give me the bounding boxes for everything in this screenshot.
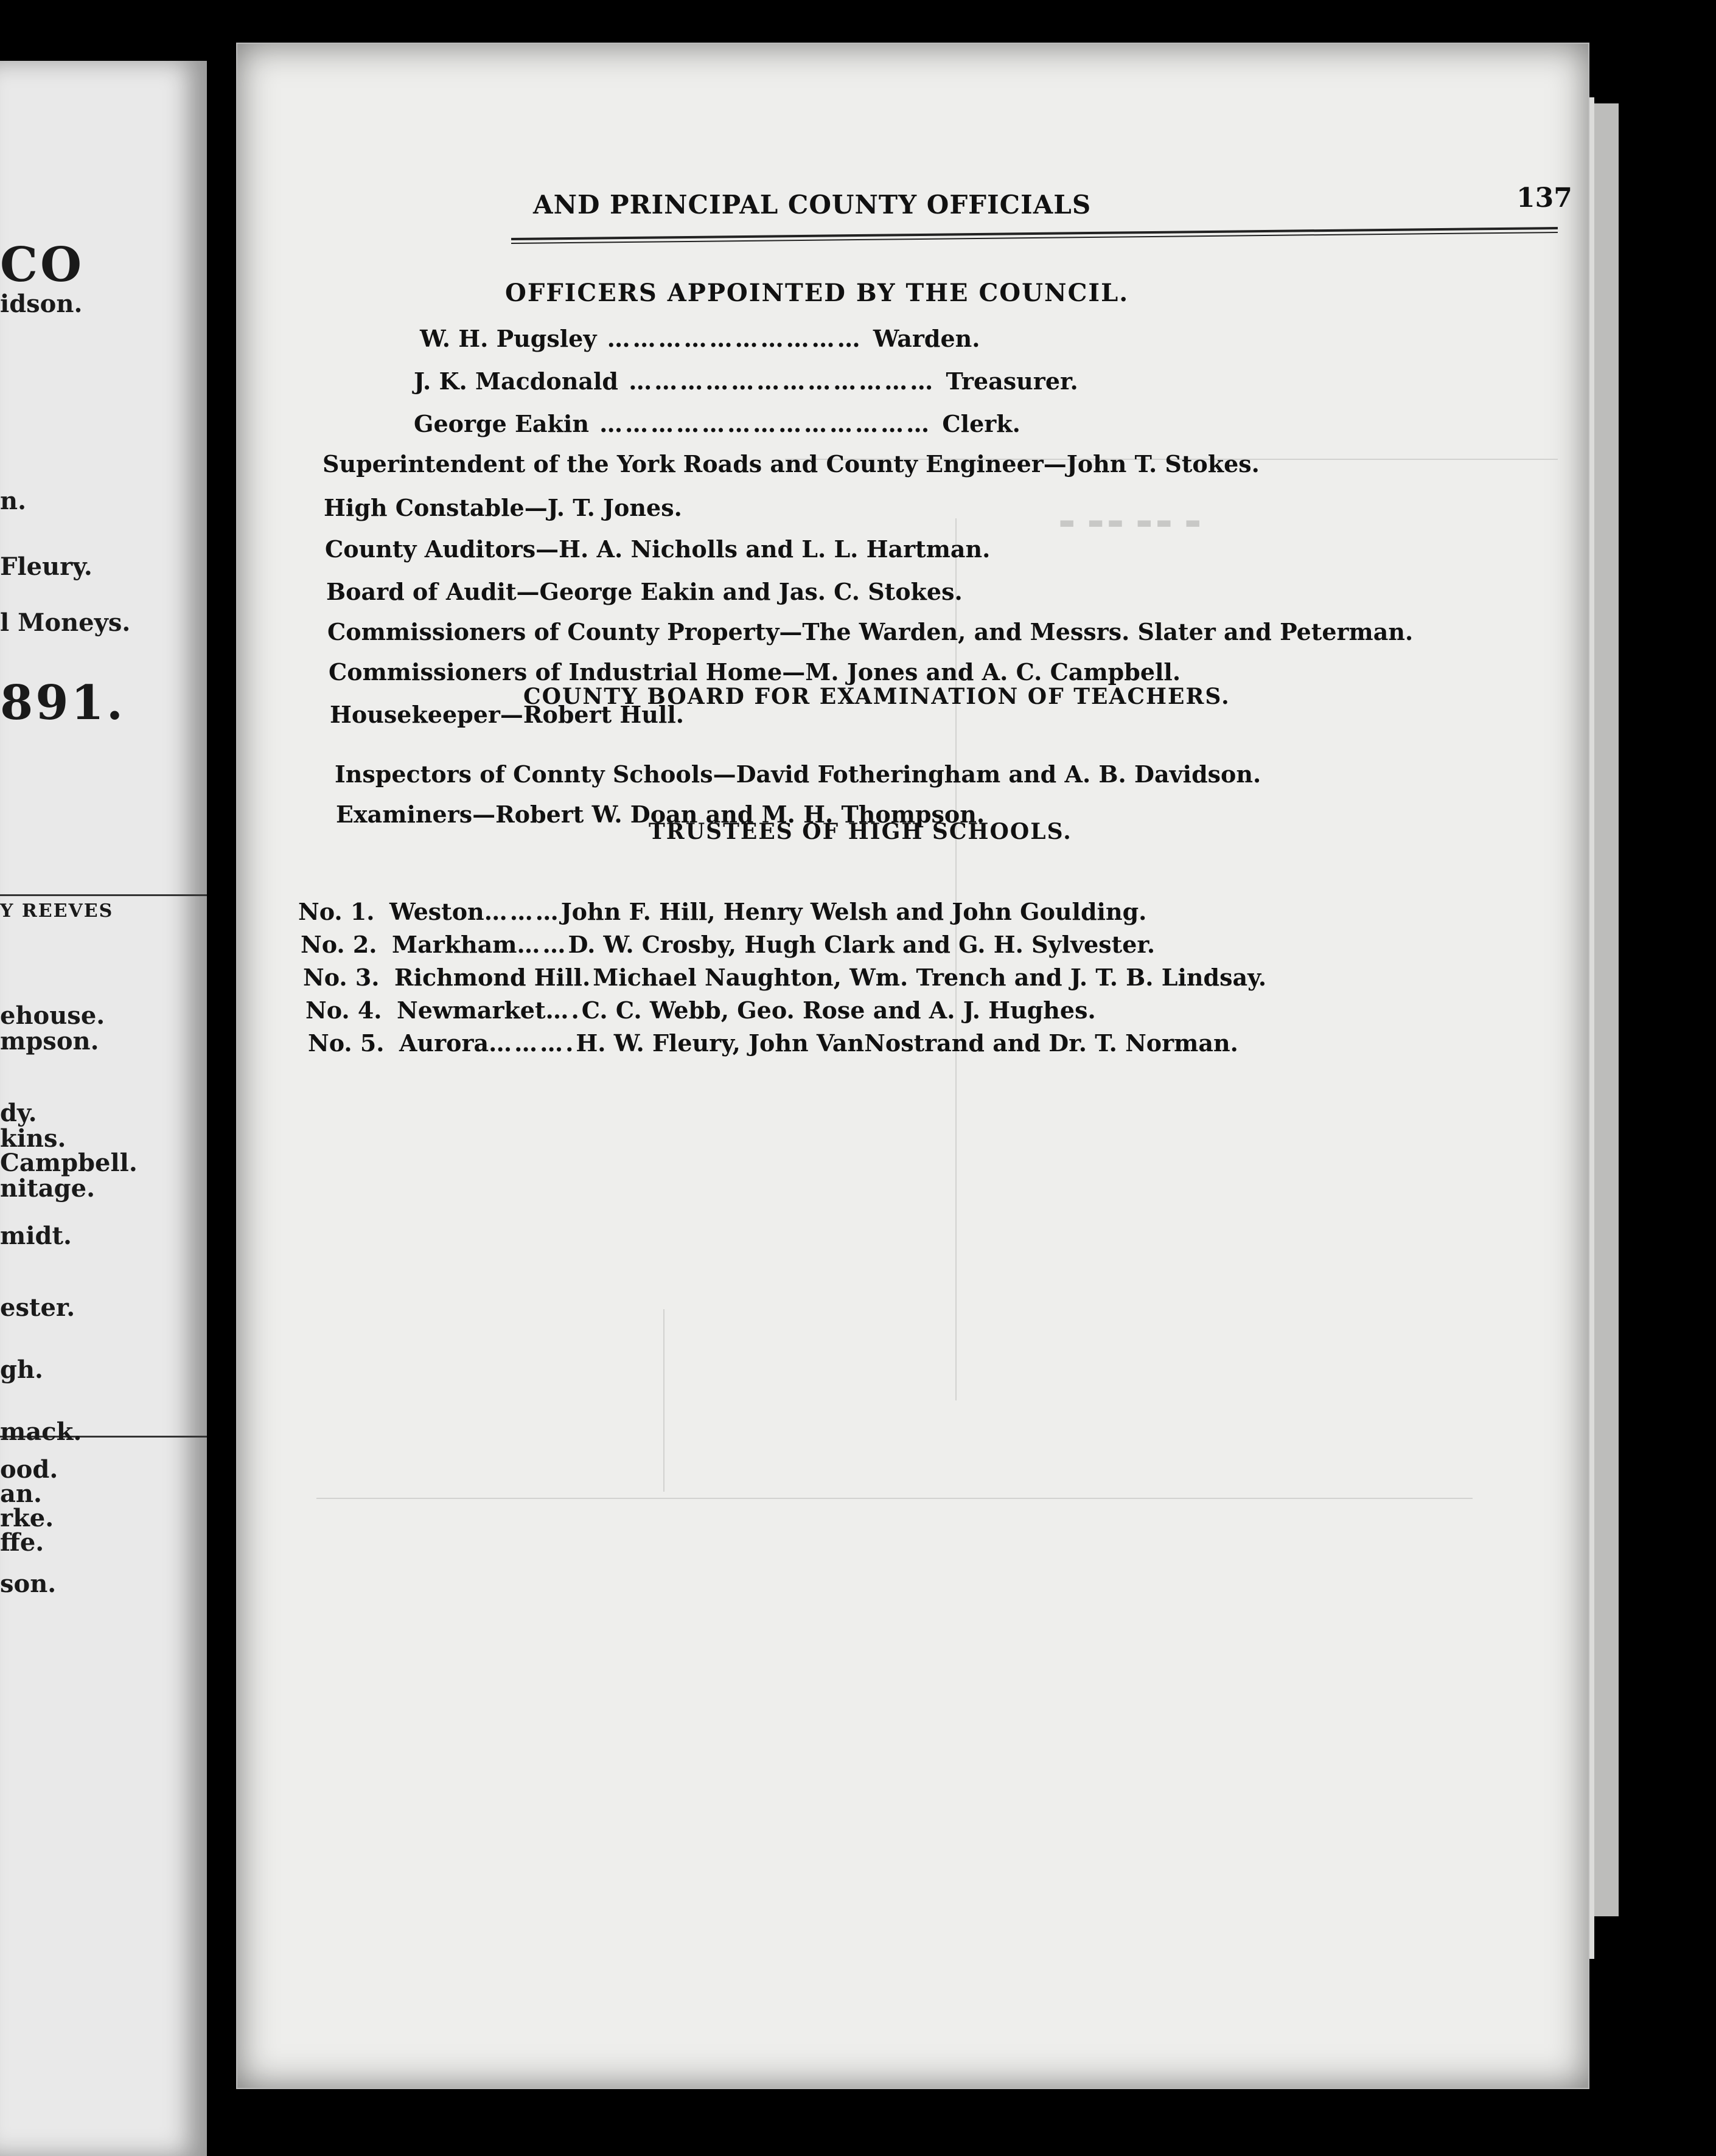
school-number: No. 2. — [301, 931, 377, 958]
appointment-line: Housekeeper—Robert Hull. — [330, 701, 685, 728]
appointment-line: Commissioners of County Property—The Warden, and Messrs. Slater and Peterman. — [327, 618, 1414, 645]
bleed-through: ▬ ▬▬ ▬▬ ▬ — [1059, 512, 1205, 532]
high-schools-title: TRUSTEES OF HIGH SCHOOLS. — [649, 819, 1072, 844]
trustee-names: Michael Naughton, Wm. Trench and J. T. B. Lindsay. — [593, 964, 1267, 991]
dot-leader: ………………………… — [596, 325, 873, 352]
facing-page-text: rke. — [0, 1504, 54, 1532]
appointment-line: Board of Audit—George Eakin and Jas. C. Stokes. — [326, 578, 963, 605]
dot-leader: . — [582, 964, 593, 991]
trustee-names: John F. Hill, Henry Welsh and John Goulding. — [560, 898, 1147, 925]
facing-page-text: idson. — [0, 290, 83, 318]
school-number: No. 1. — [298, 898, 375, 925]
facing-page-text: mpson. — [0, 1027, 99, 1055]
trustee-row — [301, 931, 1155, 958]
school-name: Newmarket — [397, 996, 546, 1024]
officer-role: Treasurer. — [946, 367, 1078, 395]
school-name: Richmond Hill — [394, 964, 582, 991]
facing-page-text: Fleury. — [0, 552, 92, 581]
dot-leader: …… — [517, 931, 568, 958]
examination-board-title: COUNTY BOARD FOR EXAMINATION OF TEACHERS. — [523, 684, 1230, 709]
running-header: AND PRINCIPAL COUNTY OFFICIALS — [533, 190, 1092, 220]
facing-page-text: Campbell. — [0, 1149, 138, 1177]
facing-page-text: kins. — [0, 1124, 66, 1153]
officer-row — [414, 367, 1078, 395]
officer-row — [420, 325, 980, 352]
dot-leader: ………. — [489, 1029, 576, 1057]
page-number: 137 — [1516, 183, 1572, 214]
facing-page-rule — [0, 894, 207, 896]
facing-page-text: 891. — [0, 675, 125, 731]
appointment-line: Commissioners of Industrial Home—M. Jones and A. C. Campbell. — [329, 658, 1181, 686]
appointment-line: High Constable—J. T. Jones. — [324, 494, 682, 521]
facing-page-text: CO — [0, 237, 85, 293]
dot-leader: …. — [545, 996, 582, 1024]
bleed-through-rule — [663, 1309, 664, 1492]
bleed-through-rule — [955, 518, 957, 1400]
trustee-names: H. W. Fleury, John VanNostrand and Dr. T. Norman. — [576, 1029, 1238, 1057]
examination-line: Inspectors of Connty Schools—David Fotheringham and A. B. Davidson. — [335, 760, 1261, 788]
facing-page-text: n. — [0, 487, 27, 515]
dot-leader: ………………………………… — [588, 410, 943, 437]
appointment-line: County Auditors—H. A. Nicholls and L. L. Hartman. — [325, 535, 991, 563]
facing-page-text: Y REEVES — [0, 900, 114, 922]
bleed-through-rule — [316, 1498, 1473, 1499]
facing-page-text: ffe. — [0, 1528, 44, 1557]
dot-leader: ……… — [484, 898, 561, 925]
trustee-row — [298, 898, 1146, 925]
officer-name: J. K. Macdonald — [414, 367, 618, 395]
facing-page — [0, 61, 207, 2156]
officer-name: W. H. Pugsley — [420, 325, 597, 352]
facing-page-text: gh. — [0, 1355, 43, 1384]
officer-row — [414, 410, 1020, 437]
officer-role: Warden. — [873, 325, 980, 352]
school-name: Weston — [389, 898, 484, 925]
page-edge — [1594, 103, 1619, 1916]
officer-role: Clerk. — [942, 410, 1020, 437]
facing-page-text: an. — [0, 1480, 42, 1508]
appointment-line: Superintendent of the York Roads and County Engineer—John T. Stokes. — [323, 450, 1260, 478]
school-number: No. 3. — [303, 964, 380, 991]
facing-page-text: midt. — [0, 1222, 72, 1250]
dot-leader: ……………………………… — [618, 367, 946, 395]
facing-page-text: ood. — [0, 1455, 58, 1484]
facing-page-text: son. — [0, 1570, 57, 1598]
facing-page-text: mack. — [0, 1417, 82, 1446]
school-number: No. 4. — [305, 996, 382, 1024]
facing-page-text: ehouse. — [0, 1001, 105, 1030]
facing-page-text: dy. — [0, 1099, 37, 1127]
school-number: No. 5. — [308, 1029, 385, 1057]
school-name: Aurora — [399, 1029, 489, 1057]
trustee-row — [308, 1029, 1238, 1057]
school-name: Markham — [392, 931, 517, 958]
facing-page-text: ester. — [0, 1293, 75, 1322]
facing-page-text: l Moneys. — [0, 608, 131, 637]
council-officers-title: OFFICERS APPOINTED BY THE COUNCIL. — [505, 279, 1129, 307]
book-page — [237, 44, 1588, 2088]
trustee-row — [303, 964, 1266, 991]
officer-name: George Eakin — [414, 410, 589, 437]
trustee-names: C. C. Webb, Geo. Rose and A. J. Hughes. — [581, 996, 1096, 1024]
trustee-row — [305, 996, 1096, 1024]
facing-page-text: nitage. — [0, 1174, 96, 1203]
examination-line: Examiners—Robert W. Doan and M. H. Thompson. — [336, 801, 985, 828]
trustee-names: D. W. Crosby, Hugh Clark and G. H. Sylvester. — [568, 931, 1156, 958]
